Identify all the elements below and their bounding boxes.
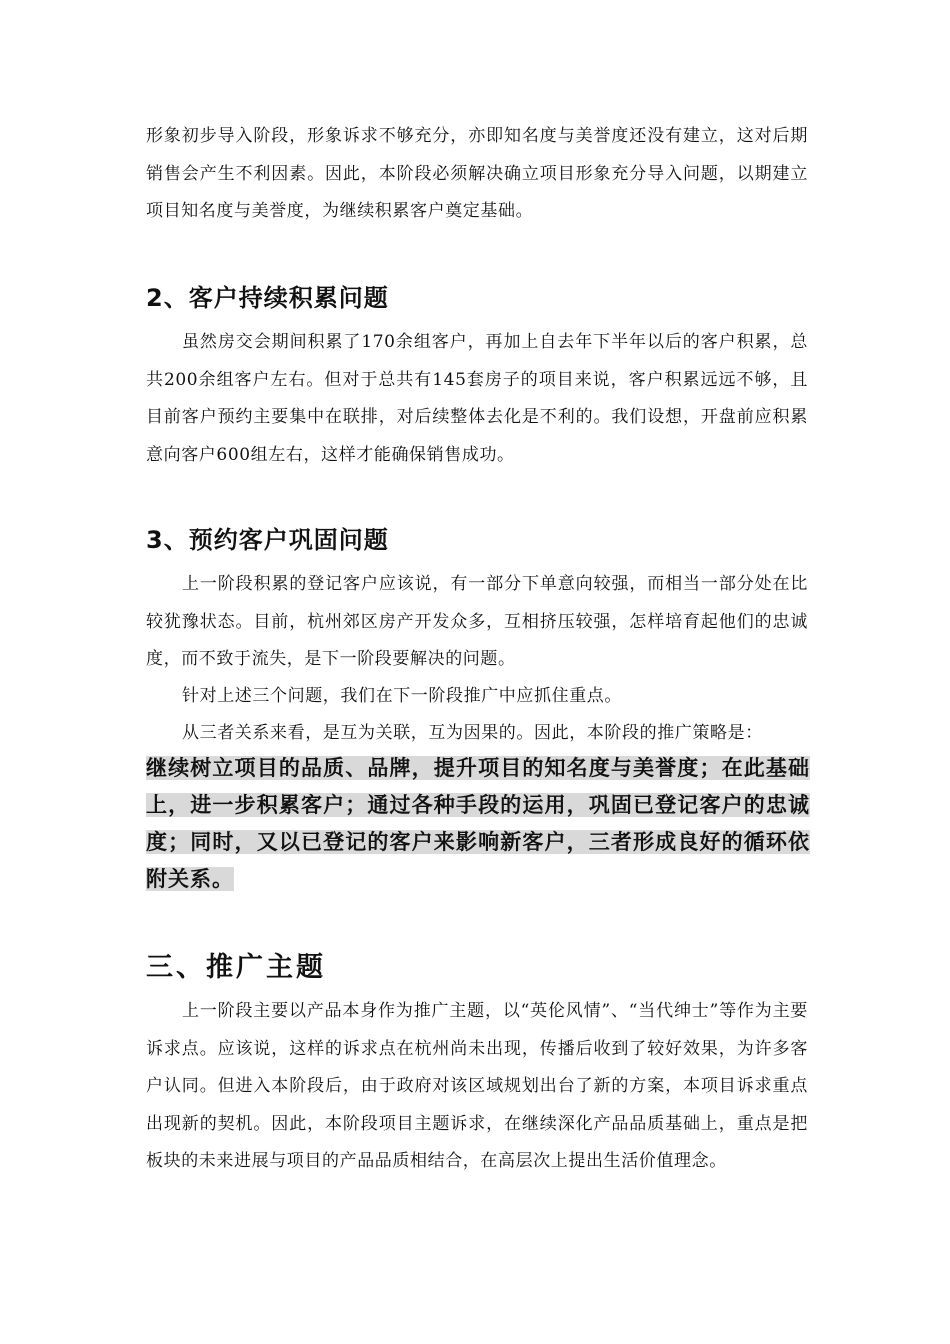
section-3-paragraph-3: 从三者关系来看，是互为关联，互为因果的。因此，本阶段的推广策略是： [182, 723, 763, 743]
strategy-highlight: 继续树立项目的品质、品牌，提升项目的知名度与美誉度；在此基础上，进一步积累客户；通过各种手段的运用，巩固已登记客户的忠诚度；同时，又以已登记的客户来影响新客户，三者形成良好的循环依附关系。 [146, 756, 810, 891]
section-2-paragraph: 虽然房交会期间积累了170余组客户，再加上自去年下半年以后的客户积累，总共200余组客户左右。但对于总共有145套房子的项目来说，客户积累远远不够，且目前客户预约主要集中在联排，对后续整体去化是不利的。我们设想，开盘前应积累意向客户600组左右，这样才能确保销售成功。 [146, 332, 808, 465]
section-3-heading: 3、预约客户巩固问题 [146, 526, 389, 554]
strategy-statement [146, 750, 810, 898]
section-2-heading: 2、客户持续积累问题 [146, 284, 389, 312]
promotion-theme-paragraph: 上一阶段主要以产品本身作为推广主题，以“英伦风情”、“当代绅士”等作为主要诉求点。应该说，这样的诉求点在杭州尚未出现，传播后收到了较好效果，为许多客户认同。但进入本阶段后，由于政府对该区域规划出台了新的方案，本项目诉求重点出现新的契机。因此，本阶段项目主题诉求，在继续深化产品品质基础上，重点是把板块的未来进展与项目的产品品质相结合，在高层次上提出生活价值理念。 [146, 1001, 808, 1171]
section-3-paragraph-1: 上一阶段积累的登记客户应该说，有一部分下单意向较强，而相当一部分处在比较犹豫状态。目前，杭州郊区房产开发众多，互相挤压较强，怎样培育起他们的忠诚度，而不致于流失，是下一阶段要解决的问题。 [146, 574, 808, 669]
section-3-paragraph-2: 针对上述三个问题，我们在下一阶段推广中应抓住重点。 [182, 686, 622, 706]
promotion-theme-heading: 三、推广主题 [146, 952, 326, 983]
intro-paragraph: 形象初步导入阶段，形象诉求不够充分，亦即知名度与美誉度还没有建立，这对后期销售会产生不利因素。因此，本阶段必须解决确立项目形象充分导入问题，以期建立项目知名度与美誉度，为继续积累客户奠定基础。 [146, 126, 808, 221]
